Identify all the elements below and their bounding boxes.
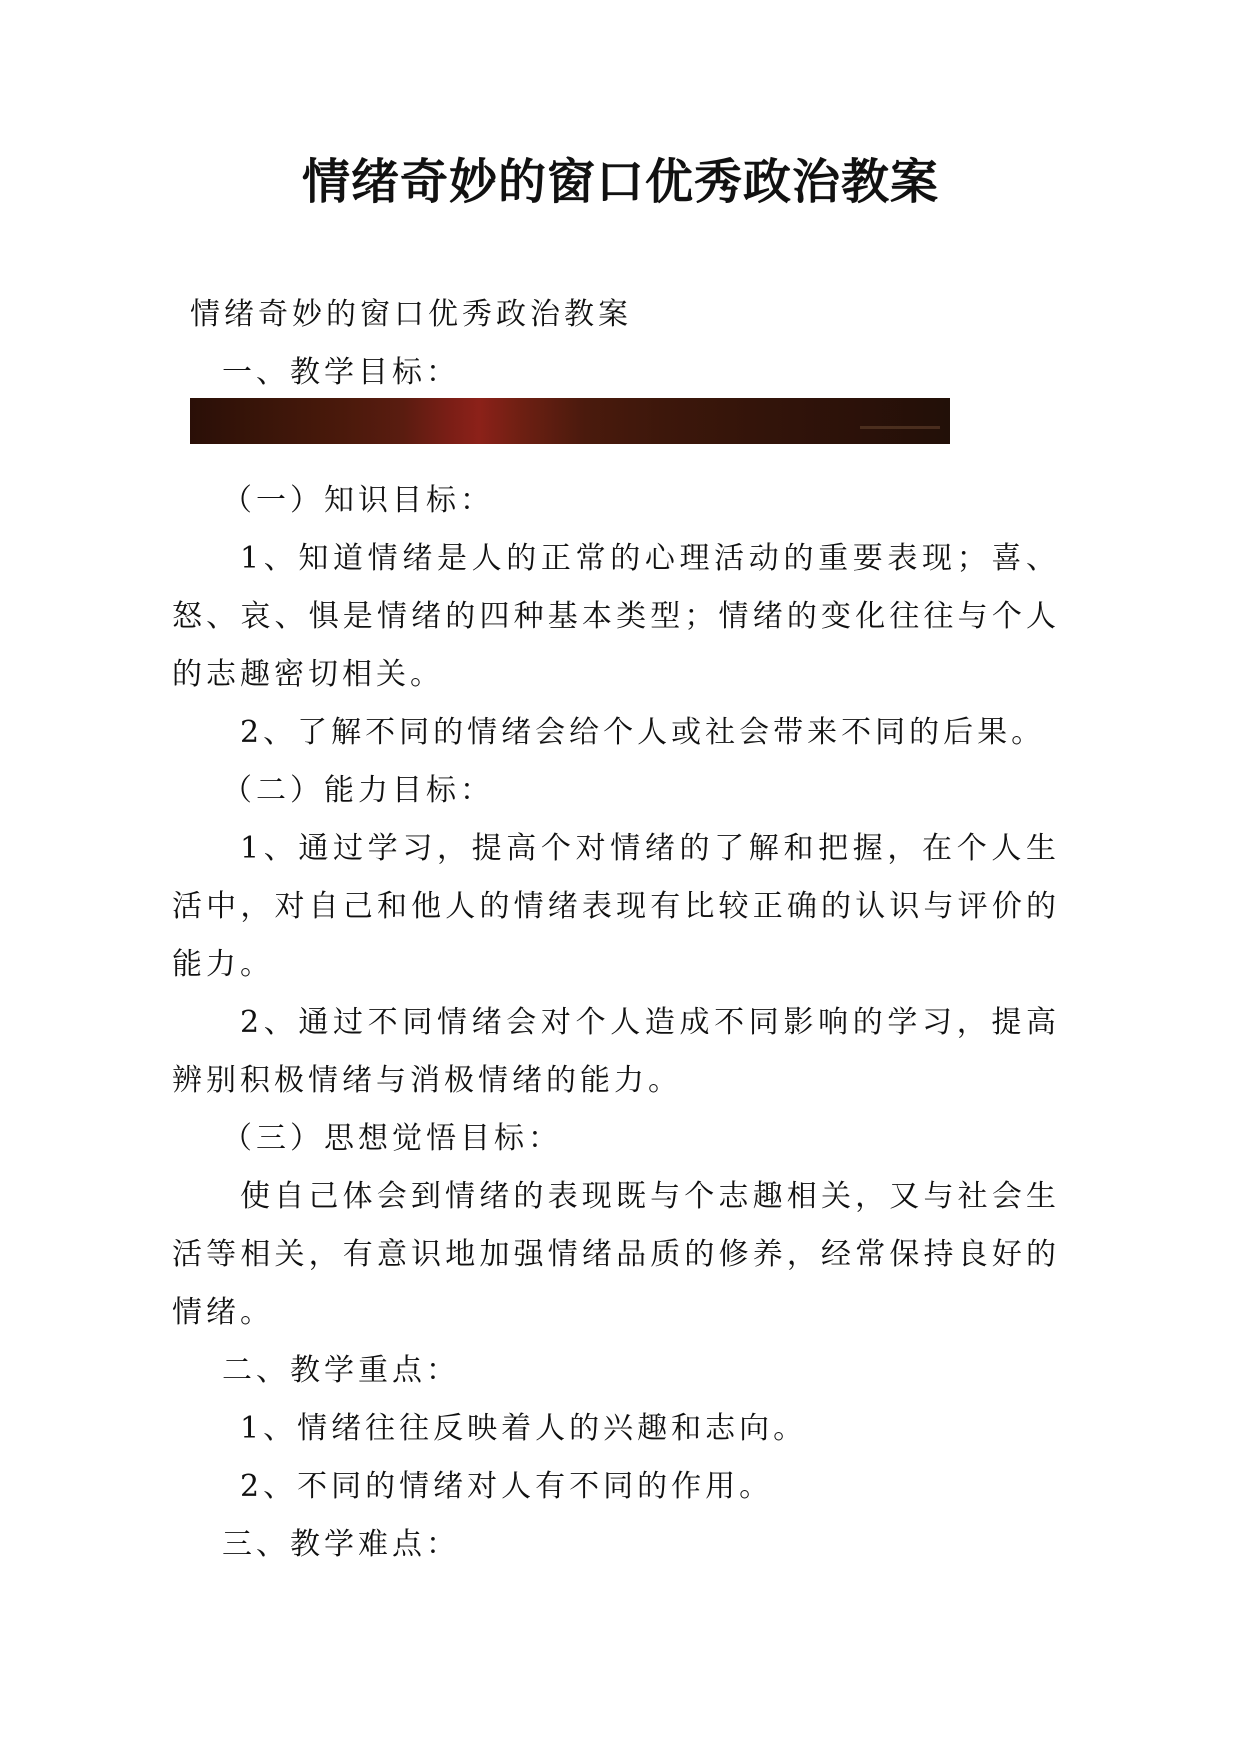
document-body	[172, 286, 1060, 1574]
knowledge-paragraph-1: 1、知道情绪是人的正常的心理活动的重要表现；喜、怒、哀、惧是情绪的四种基本类型；情绪的变化往往与个人的志趣密切相关。	[172, 541, 1060, 692]
key-point-1: 1、情绪往往反映着人的兴趣和志向。	[240, 1411, 808, 1446]
document-title: 情绪奇妙的窗口优秀政治教案	[301, 154, 939, 210]
document-subtitle: 情绪奇妙的窗口优秀政治教案	[190, 297, 632, 332]
subsection-heading-ability: （二）能力目标：	[222, 773, 494, 808]
thought-paragraph-1: 使自己体会到情绪的表现既与个志趣相关，又与社会生活等相关，有意识地加强情绪品质的修养，经常保持良好的情绪。	[172, 1179, 1060, 1330]
ability-paragraph-2: 2、通过不同情绪会对个人造成不同影响的学习，提高辨别积极情绪与消极情绪的能力。	[172, 1005, 1060, 1098]
section-heading-key-points: 二、教学重点：	[222, 1353, 460, 1388]
subsection-heading-knowledge: （一）知识目标：	[222, 483, 494, 518]
image-spacer	[190, 402, 1060, 460]
key-point-2: 2、不同的情绪对人有不同的作用。	[240, 1469, 774, 1504]
subsection-heading-thought: （三）思想觉悟目标：	[222, 1121, 562, 1156]
ability-paragraph-1: 1、通过学习，提高个对情绪的了解和把握，在个人生活中，对自己和他人的情绪表现有比较正确的认识与评价的能力。	[172, 831, 1060, 982]
section-heading-objectives: 一、教学目标：	[222, 355, 460, 390]
knowledge-paragraph-2: 2、了解不同的情绪会给个人或社会带来不同的后果。	[240, 715, 1046, 750]
section-heading-difficulties: 三、教学难点：	[222, 1527, 460, 1562]
